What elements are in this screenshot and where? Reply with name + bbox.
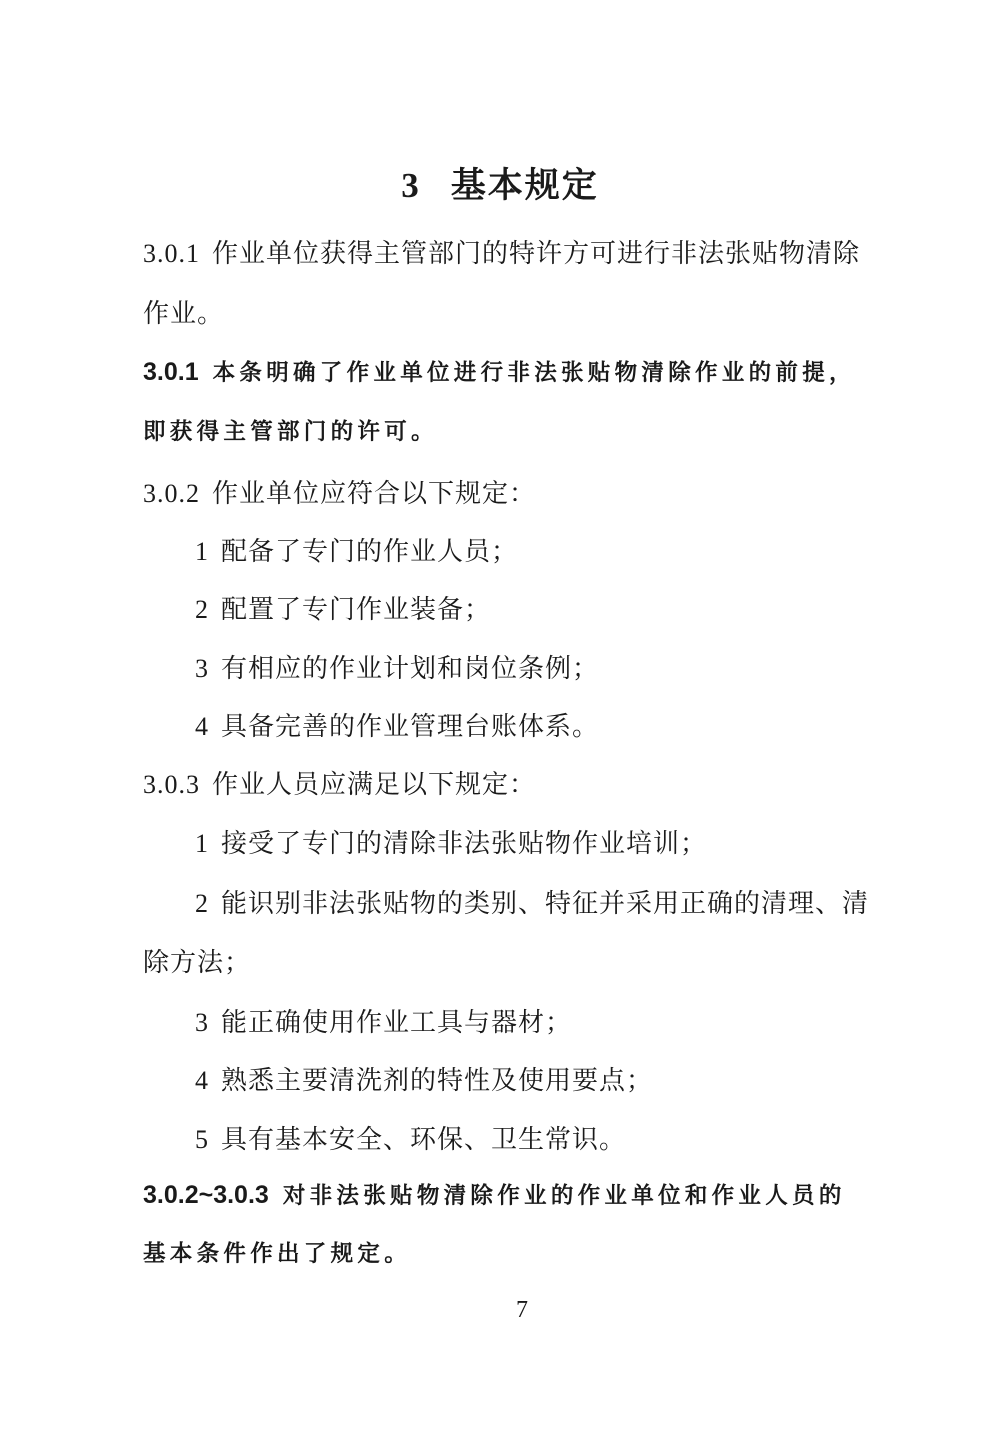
commentary-text: 对非法张贴物清除作业的作业单位和作业人员的 xyxy=(282,1183,846,1209)
list-item xyxy=(195,648,599,685)
list-item xyxy=(195,1119,626,1156)
clause-number: 3.0.3 xyxy=(143,770,200,799)
item-number: 5 xyxy=(195,1125,209,1154)
commentary-text-cont: 基本条件作出了规定。 xyxy=(143,1241,412,1267)
list-item xyxy=(195,823,707,860)
clause-3-0-1-cont xyxy=(143,293,224,330)
item-number: 3 xyxy=(195,654,209,683)
commentary-3-0-1 xyxy=(143,355,856,387)
item-text: 能识别非法张贴物的类别、特征并采用正确的清理、清 xyxy=(221,889,870,919)
list-item xyxy=(195,1060,653,1097)
clause-3-0-2 xyxy=(143,473,536,510)
page-number: 7 xyxy=(516,1297,528,1323)
clause-text-cont: 作业。 xyxy=(143,299,225,329)
commentary-3-0-2-3-0-3 xyxy=(143,1178,846,1210)
item-number: 2 xyxy=(195,889,209,918)
item-text: 熟悉主要清洗剂的特性及使用要点； xyxy=(221,1066,654,1096)
commentary-text: 本条明确了作业单位进行非法张贴物清除作业的前提， xyxy=(212,360,856,386)
item-number: 4 xyxy=(195,1066,209,1095)
item-text: 具有基本安全、环保、卫生常识。 xyxy=(221,1125,627,1155)
chapter-title-text: 基本规定 xyxy=(450,166,599,206)
clause-text: 作业人员应满足以下规定： xyxy=(212,770,537,800)
clause-text: 作业单位获得主管部门的特许方可进行非法张贴物清除 xyxy=(212,239,861,269)
commentary-3-0-1-cont xyxy=(143,414,438,446)
list-item xyxy=(195,706,599,743)
list-item xyxy=(195,1002,572,1039)
clause-number: 3.0.2 xyxy=(143,479,200,508)
item-text: 有相应的作业计划和岗位条例； xyxy=(221,654,600,684)
item-number: 4 xyxy=(195,712,209,741)
list-item-cont xyxy=(143,942,251,979)
item-text-cont: 除方法； xyxy=(143,948,252,978)
clause-3-0-1 xyxy=(143,233,860,270)
chapter-number: 3 xyxy=(401,166,421,205)
chapter-title xyxy=(0,158,1000,208)
commentary-text-cont: 即获得主管部门的许可。 xyxy=(143,419,438,445)
clause-text: 作业单位应符合以下规定： xyxy=(212,479,537,509)
item-text: 配置了专门作业装备； xyxy=(221,595,492,625)
clause-number: 3.0.1 xyxy=(143,239,200,268)
commentary-3-0-2-3-0-3-cont xyxy=(143,1236,411,1268)
item-text: 接受了专门的清除非法张贴物作业培训； xyxy=(221,829,708,859)
item-number: 1 xyxy=(195,537,209,566)
item-text: 能正确使用作业工具与器材； xyxy=(221,1008,573,1038)
item-text: 具备完善的作业管理台账体系。 xyxy=(221,712,600,742)
list-item xyxy=(195,589,491,626)
item-number: 3 xyxy=(195,1008,209,1037)
item-number: 1 xyxy=(195,829,209,858)
list-item xyxy=(195,531,518,568)
commentary-number: 3.0.1 xyxy=(143,358,199,386)
commentary-number: 3.0.2~3.0.3 xyxy=(143,1181,269,1209)
list-item xyxy=(195,883,869,920)
item-number: 2 xyxy=(195,595,209,624)
clause-3-0-3 xyxy=(143,764,536,801)
item-text: 配备了专门的作业人员； xyxy=(221,537,519,567)
